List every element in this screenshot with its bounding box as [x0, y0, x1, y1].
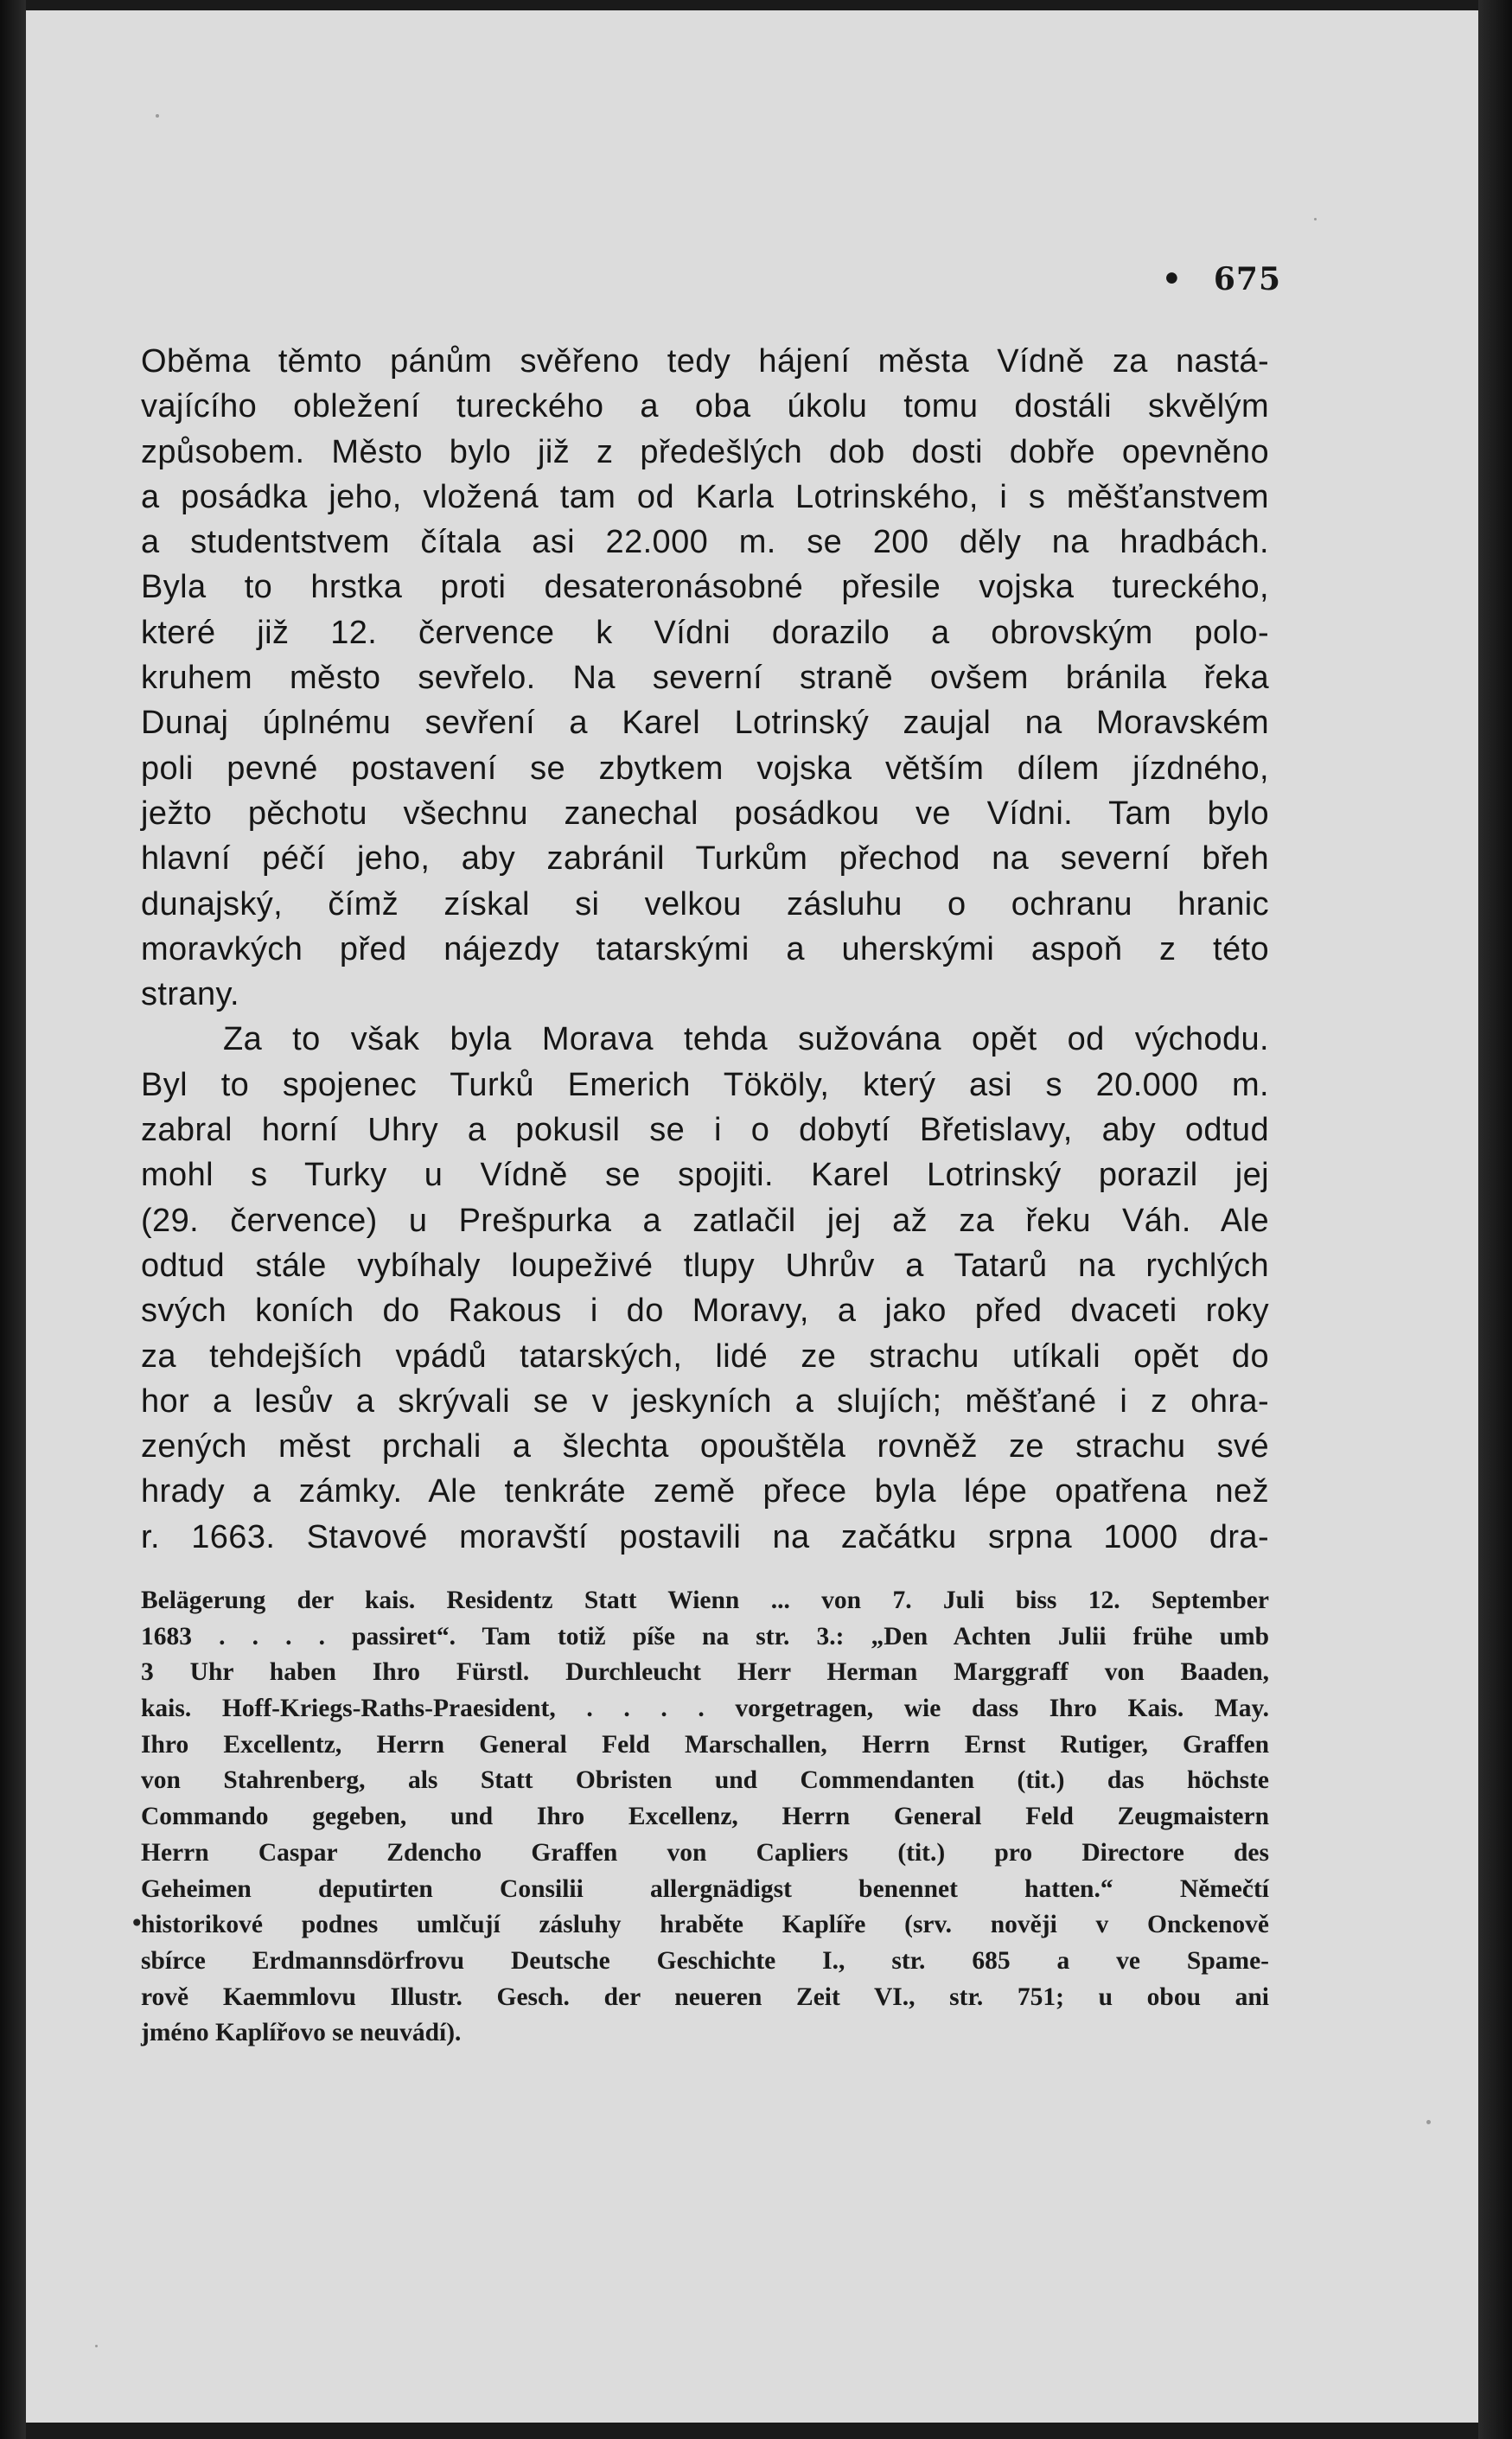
footnote-line: kais. Hoff-Kriegs-Raths-Praesident, . . . . vorgetragen, wie dass Ihro Kais. May. [141, 1695, 1269, 1723]
scan-edge-left [0, 0, 26, 2439]
footnote-line: sbírce Erdmannsdörfrovu Deutsche Geschichte I., str. 685 a ve Spame- [141, 1946, 1269, 1975]
footnote-line: historikové podnes umlčují zásluhy hraběte Kaplíře (srv. nověji v Onckenově [141, 1911, 1269, 1939]
footnote-line: 1683 . . . . passiret“. Tam totiž píše na str. 3.: „Den Achten Julii frühe umb [141, 1622, 1269, 1650]
footnote-line: von Stahrenberg, als Statt Obristen und Commendanten (tit.) das höchste [141, 1766, 1269, 1795]
paper-speck [95, 2345, 98, 2347]
text-line: za tehdejších vpádů tatarských, lidé ze strachu utíkali opět do [141, 1338, 1269, 1375]
footnote-line: jméno Kaplířovo se neuvádí). [141, 2019, 462, 2047]
paper-speck [1426, 2120, 1431, 2124]
text-line: hor a lesův a skrývali se v jeskyních a slujích; měšťané i z ohra- [141, 1382, 1269, 1420]
text-line: zabral horní Uhry a pokusil se i o dobytí Břetislavy, aby odtud [141, 1112, 1269, 1149]
text-line: vajícího obležení tureckého a oba úkolu tomu dostáli skvělým [141, 388, 1269, 425]
text-line: zených měst prchali a šlechta opouštěla rovněž ze strachu své [141, 1428, 1269, 1465]
paper-speck [1314, 218, 1317, 220]
footnote-line: Herrn Caspar Zdencho Graffen von Capliers (tit.) pro Directore des [141, 1838, 1269, 1867]
scan-edge-right [1478, 0, 1512, 2439]
main-text [141, 339, 1269, 1560]
text-line: odtud stále vybíhaly loupeživé tlupy Uhrův a Tatarů na rychlých [141, 1247, 1269, 1284]
text-line: hrady a zámky. Ale tenkráte země přece byla lépe opatřena než [141, 1473, 1269, 1510]
text-line: Za to však byla Morava tehda sužována opět od východu. [223, 1021, 1269, 1058]
text-line: způsobem. Město bylo již z předešlých dob dosti dobře opevněno [141, 433, 1269, 470]
text-line: hlavní péčí jeho, aby zabránil Turkům přechod na severní břeh [141, 840, 1269, 878]
margin-mark: • [130, 1909, 144, 1938]
text-line: ježto pěchotu všechnu zanechal posádkou ve Vídni. Tam bylo [141, 795, 1269, 832]
text-line: svých koních do Rakous i do Moravy, a jako před dvaceti roky [141, 1293, 1269, 1330]
text-line: Byl to spojenec Turků Emerich Tököly, který asi s 20.000 m. [141, 1066, 1269, 1103]
page-number-value: 675 [1213, 261, 1281, 297]
footnote-line: Geheimen deputirten Consilii allergnädigst benennet hatten.“ Němečtí [141, 1874, 1269, 1903]
paper-speck [156, 114, 159, 118]
footnote-line: rově Kaemmlovu Illustr. Gesch. der neueren Zeit VI., str. 751; u obou ani [141, 1982, 1269, 2011]
text-line: Dunaj úplnému sevření a Karel Lotrinský zaujal na Moravském [141, 705, 1269, 742]
footnote-line: Ihro Excellentz, Herrn General Feld Marschallen, Herrn Ernst Rutiger, Graffen [141, 1730, 1269, 1759]
footnote-line: Belägerung der kais. Residentz Statt Wienn ... von 7. Juli biss 12. September [141, 1587, 1269, 1614]
text-line: kruhem město sevřelo. Na severní straně ovšem bránila řeka [141, 660, 1269, 697]
footnote [141, 1583, 1269, 2052]
text-line: strany. [141, 976, 240, 1013]
text-line: r. 1663. Stavové moravští postavili na začátku srpna 1000 dra- [141, 1518, 1269, 1555]
footnote-line: 3 Uhr haben Ihro Fürstl. Durchleucht Herr Herman Marggraff von Baaden, [141, 1658, 1269, 1687]
text-line: mohl s Turky u Vídně se spojiti. Karel Lotrinský porazil jej [141, 1157, 1269, 1194]
footnote-line: Commando gegeben, und Ihro Excellenz, Herrn General Feld Zeugmaistern [141, 1803, 1269, 1831]
text-line: Byla to hrstka proti desateronásobné přesile vojska tureckého, [141, 569, 1269, 606]
text-line: (29. července) u Prešpurka a zatlačil jej až za řeku Váh. Ale [141, 1202, 1269, 1239]
text-line: poli pevné postavení se zbytkem vojska větším dílem jízdného, [141, 750, 1269, 787]
text-line: moravkých před nájezdy tatarskými a uherskými aspoň z této [141, 930, 1269, 967]
text-line: dunajský, čímž získal si velkou zásluhu o ochranu hranic [141, 885, 1269, 923]
text-line: Oběma těmto pánům svěřeno tedy hájení města Vídně za nastá- [141, 343, 1269, 380]
text-line: a posádka jeho, vložená tam od Karla Lotrinského, i s měšťanstvem [141, 478, 1269, 515]
page-number-bullet: • [1161, 261, 1183, 297]
text-line: které již 12. července k Vídni dorazilo a obrovským polo- [141, 614, 1269, 651]
text-line: a studentstvem čítala asi 22.000 m. se 200 děly na hradbách. [141, 524, 1269, 561]
page-number [1065, 261, 1281, 297]
